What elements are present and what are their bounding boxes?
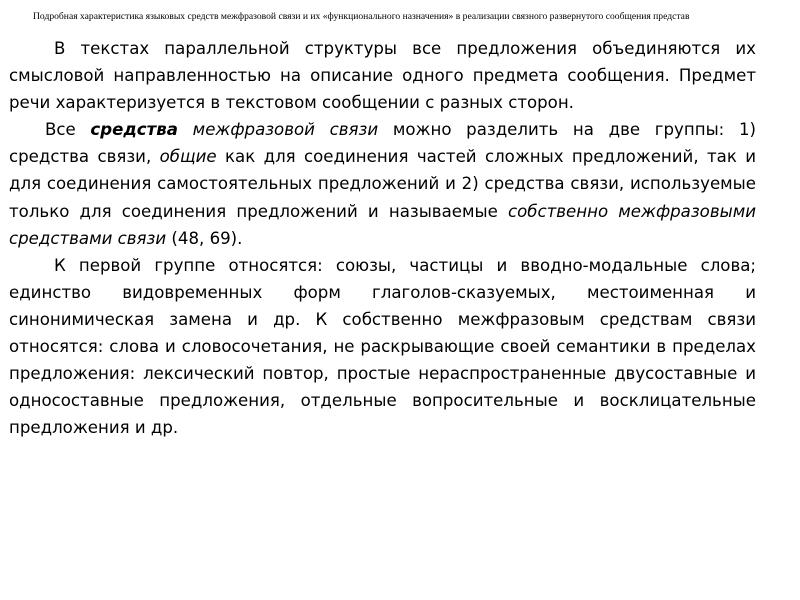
term-obshchie: общие bbox=[159, 147, 217, 167]
term-sobstvenno-mezhfrazovye: собственно межфразовыми средствами связи bbox=[9, 201, 756, 248]
paragraph-2-text-1: Все bbox=[45, 120, 91, 140]
paragraph-3: К первой группе относятся: союзы, частицы и вводно-модальные слова; единство видовременных форм глаголов-сказуемых, местоименная и синонимическая замена и др. К собственно межфразовым средствам связи относятся: слова и словосочетания, не раскрывающие своей семантики в пределах предложения: лексический повтор, простые нераспространенные двусоставные и односоставные предложения, отдельные вопросительные и восклицательные предложения и др. bbox=[9, 255, 756, 438]
slide-header: Подробная характеристика языковых средств межфразовой связи и их «функционального назначения» в реализации связного развернутого сообщения представ bbox=[33, 11, 690, 22]
paragraph-2 bbox=[9, 116, 756, 251]
slide-body bbox=[9, 35, 756, 441]
paragraph-2-text-2 bbox=[178, 120, 193, 139]
paragraph-2-text-3: можно разделить на две группы: 1) средства связи, bbox=[9, 120, 756, 167]
paragraph-2-text-4: как для соединения частей сложных предложений, так и для соединения самостоятельных предложений и 2) средства связи, используемые только для соединения предложений и называемые bbox=[9, 147, 756, 221]
term-mezhfrazovoy-svyazi: межфразовой связи bbox=[192, 120, 379, 140]
paragraph-1: В текстах параллельной структуры все предложения объединяются их смысловой направленностью на описание одного предмета сообщения. Предмет речи характеризуется в текстовом сообщении с разных сторон. bbox=[9, 39, 756, 113]
term-sredstva: средства bbox=[90, 120, 178, 140]
paragraph-2-text-5: (48, 69). bbox=[166, 228, 243, 248]
